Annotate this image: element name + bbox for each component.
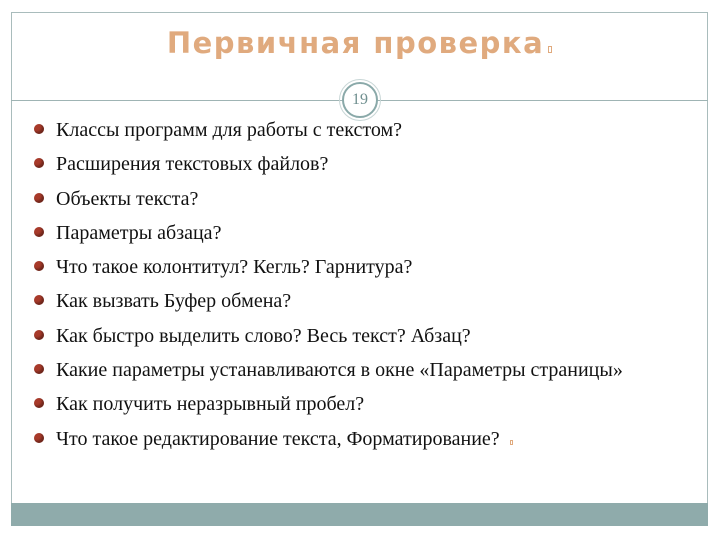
list-item: [32, 426, 688, 452]
list-item-text: Как быстро выделить слово? Весь текст? Абзац?: [56, 324, 471, 347]
slide-title: Первичная проверка: [166, 26, 545, 60]
list-item: [32, 220, 688, 246]
list-item-text: Параметры абзаца?: [56, 221, 222, 244]
list-item: [32, 323, 688, 349]
list-item-text: Как получить неразрывный пробел?: [56, 393, 365, 416]
bullet-icon: [34, 193, 44, 203]
question-list: [32, 117, 688, 460]
list-item: [32, 357, 688, 383]
bullet-icon: [34, 364, 44, 374]
page-number-badge: [342, 82, 378, 118]
bullet-icon: [34, 295, 44, 305]
list-item: [32, 391, 688, 417]
list-item-text: Расширения текстовых файлов?: [56, 153, 329, 176]
list-item-text: Объекты текста?: [56, 187, 199, 210]
list-item: [32, 254, 688, 280]
list-item-text: Какие параметры устанавливаются в окне «Параметры страницы»: [56, 359, 623, 382]
footer-bar: [11, 503, 708, 526]
placeholder-glyph-icon: [510, 440, 513, 445]
bullet-icon: [34, 433, 44, 443]
list-item-text: Что такое редактирование текста, Форматирование?: [56, 427, 500, 450]
list-item-text: Классы программ для работы с текстом?: [56, 119, 403, 141]
bullet-icon: [34, 124, 44, 134]
list-item-text: Как вызвать Буфер обмена?: [56, 290, 292, 313]
placeholder-glyph-icon: [548, 46, 552, 53]
list-item-text: Что такое колонтитул? Кегль? Гарнитура?: [56, 256, 413, 279]
bullet-icon: [34, 261, 44, 271]
bullet-icon: [34, 158, 44, 168]
slide-title-container: [11, 26, 708, 60]
bullet-icon: [34, 330, 44, 340]
page-number: 19: [352, 91, 368, 108]
list-item: [32, 151, 688, 177]
list-item: [32, 117, 688, 143]
list-item: [32, 288, 688, 314]
bullet-icon: [34, 398, 44, 408]
bullet-icon: [34, 227, 44, 237]
list-item: [32, 186, 688, 212]
